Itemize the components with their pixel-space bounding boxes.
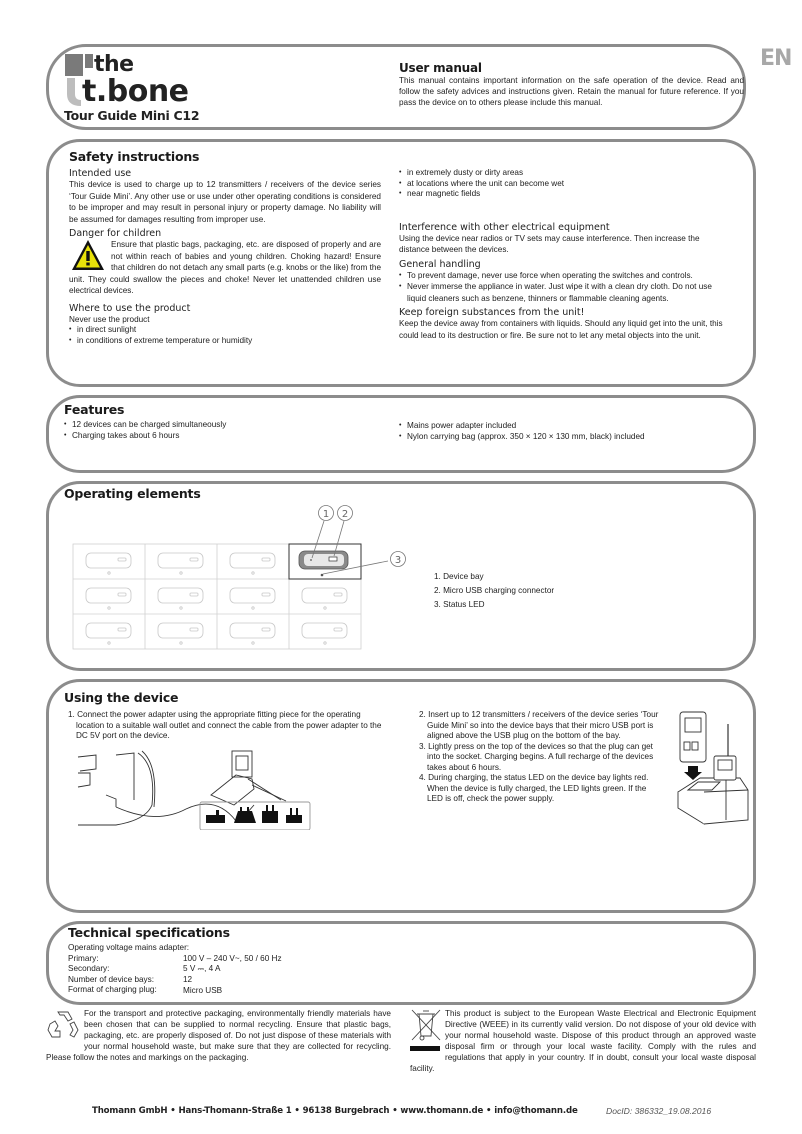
intended-use-text: This device is used to charge up to 12 transmitters / receivers of the device series ‘Tour Guide Mini’. Any other use or use under other operating conditions is considered to be improper and may result in personal injury or property damage. No liability will be assumed for damages resulting from improper use.: [69, 180, 381, 224]
operating-elements-legend: [434, 570, 554, 612]
legend-item-usb-connector: 2. Micro USB charging connector: [434, 586, 555, 595]
weee-bin-icon: [410, 1008, 442, 1053]
power-adapter-illustration: [76, 745, 316, 830]
list-item: • at locations where the unit can become wet: [399, 179, 729, 190]
features-left: [64, 402, 384, 441]
danger-children-text: [69, 239, 381, 297]
features-right: [399, 421, 739, 442]
legend-item-status-led: 3. Status LED: [434, 600, 485, 609]
table-row: Number of device bays: 12: [68, 974, 193, 985]
legend-item-device-bay: 1. Device bay: [434, 572, 484, 581]
recycling-notice: [46, 1008, 391, 1063]
where-to-use-list-continued: [399, 168, 729, 200]
foreign-substances-title: Keep foreign substances from the unit!: [399, 307, 585, 318]
specs-title: Technical specifications: [68, 925, 230, 940]
user-manual-title: User manual: [399, 61, 482, 75]
table-row: Secondary: 5 V ⎓, 4 A: [68, 964, 221, 974]
features-list-right: [399, 421, 739, 442]
language-label: EN: [760, 46, 792, 71]
where-to-use-list: [69, 325, 381, 346]
table-row: Primary: 100 V – 240 V~, 50 / 60 Hz: [68, 953, 282, 964]
safety-right-column: [399, 168, 729, 341]
recycling-icon: [46, 1008, 80, 1042]
step-1: 1. Connect the power adapter using the appropriate fitting piece for the operating location to a suitable wall outlet and connect the cable from the power adapter to the DC 5V port on the device.: [68, 710, 382, 740]
list-item: • Mains power adapter included: [399, 421, 739, 432]
footer-doc-id: DocID: 386332_19.08.2016: [606, 1106, 712, 1116]
user-manual-text: This manual contains important information on the safe operation of the device. Read and follow the safety advices and instructions given. Retain the manual for future reference. If you pass the device on to others please include this manual.: [399, 76, 744, 107]
using-device-title: Using the device: [64, 690, 179, 705]
footer-company: Thomann GmbH • Hans-Thomann-Straße 1 • 96138 Burgebrach • www.thomann.de • info@thomann.de: [92, 1106, 578, 1116]
list-item: • To prevent damage, never use force when operating the switches and controls.: [399, 270, 729, 282]
danger-children-body: Ensure that plastic bags, packaging, etc. are disposed of properly and are not within reach of babies and young children. Choking hazard! Ensure that children do not detach any small parts (e.g. knobs or the like) from the unit. They could swallow the pieces and choke! Never let unattended children use electrical devices.: [69, 240, 381, 295]
where-to-use-title: Where to use the product: [69, 302, 191, 314]
safety-title: Safety instructions: [69, 149, 200, 164]
weee-text: This product is subject to the European Waste Electrical and Electronic Equipment Directive (WEEE) in its currently valid version. Do not dispose of your old device with your normal household waste. Dispose of this product through an approved waste disposal firm or through your local waste facility. Comply with the rules and regulations that apply in your country. If in doubt, consult your local waste disposal facility.: [410, 1009, 756, 1073]
warning-triangle-icon: [71, 239, 105, 271]
specs-section: [68, 925, 282, 996]
list-item: • Never immerse the appliance in water. Just wipe it with a clean dry cloth. Do not use liquid cleaners such as benzene, thinners or flammable cleaning agents.: [399, 281, 729, 304]
steps-right: [419, 710, 659, 805]
callout-2: 2: [341, 509, 349, 520]
specs-intro: Operating voltage mains adapter:: [68, 943, 190, 952]
list-item: • Charging takes about 6 hours: [64, 431, 384, 442]
features-list-left: [64, 420, 384, 441]
list-item: • in direct sunlight: [69, 325, 381, 336]
danger-children-title: Danger for children: [69, 228, 162, 239]
step-2: 2. Insert up to 12 transmitters / receivers of the device series ‘Tour Guide Mini’ so into the device bays that their micro USB port is aligned above the USB plug on the bottom of the bay.: [419, 710, 659, 740]
charger-diagram: [70, 500, 420, 650]
callout-1: 1: [322, 509, 330, 520]
operating-elements-title: Operating elements: [64, 486, 201, 501]
list-item: • in conditions of extreme temperature or humidity: [69, 336, 381, 347]
step-3: 3. Lightly press on the top of the devices so that the plug can get into the socket. Charging begins. A full recharge of the devices takes about 6 hours.: [419, 741, 654, 772]
logo-text-the: the: [94, 52, 134, 77]
step-4: 4. During charging, the status LED on the device bay lights red. When the device is fully charged, the LED lights green. If the LED is off, check the power supply.: [419, 773, 649, 803]
callout-3: 3: [394, 555, 402, 566]
insert-device-illustration: [670, 708, 755, 838]
interference-text: Using the device near radios or TV sets may cause interference. Then increase the distance between the devices.: [399, 233, 700, 254]
list-item: • 12 devices can be charged simultaneously: [64, 420, 384, 431]
features-title: Features: [64, 402, 125, 417]
foreign-substances-text: Keep the device away from containers with liquids. Should any liquid get into the unit, this could lead to its destruction or fire. Be sure not to let any metal objects into the unit.: [399, 319, 723, 340]
list-item: • Nylon carrying bag (approx. 350 × 120 × 130 mm, black) included: [399, 432, 739, 443]
intended-use-title: Intended use: [69, 168, 132, 179]
weee-notice: [410, 1008, 756, 1074]
user-manual-section: [399, 61, 744, 108]
list-item: • in extremely dusty or dirty areas: [399, 168, 729, 179]
list-item: • near magnetic fields: [399, 189, 729, 200]
recycling-text: For the transport and protective packaging, environmentally friendly materials have been chosen that can be supplied to normal recycling. Ensure that plastic bags, packaging, etc. are properly disposed of. Do not just dispose of these materials with your normal household waste, but make sure that they are collected for recycling. Please follow the notes and markings on the packaging.: [46, 1009, 391, 1062]
safety-left-column: [69, 149, 381, 346]
brand-logo: [64, 48, 234, 128]
general-handling-list: [399, 270, 729, 305]
general-handling-title: General handling: [399, 258, 481, 270]
specs-table: [68, 954, 282, 996]
product-name: Tour Guide Mini C12: [64, 108, 200, 123]
logo-text-tbone: t.bone: [82, 74, 189, 109]
table-row: Format of charging plug: Micro USB: [68, 985, 223, 995]
where-to-use-intro: Never use the product: [69, 314, 150, 324]
interference-title: Interference with other electrical equipment: [399, 221, 610, 233]
